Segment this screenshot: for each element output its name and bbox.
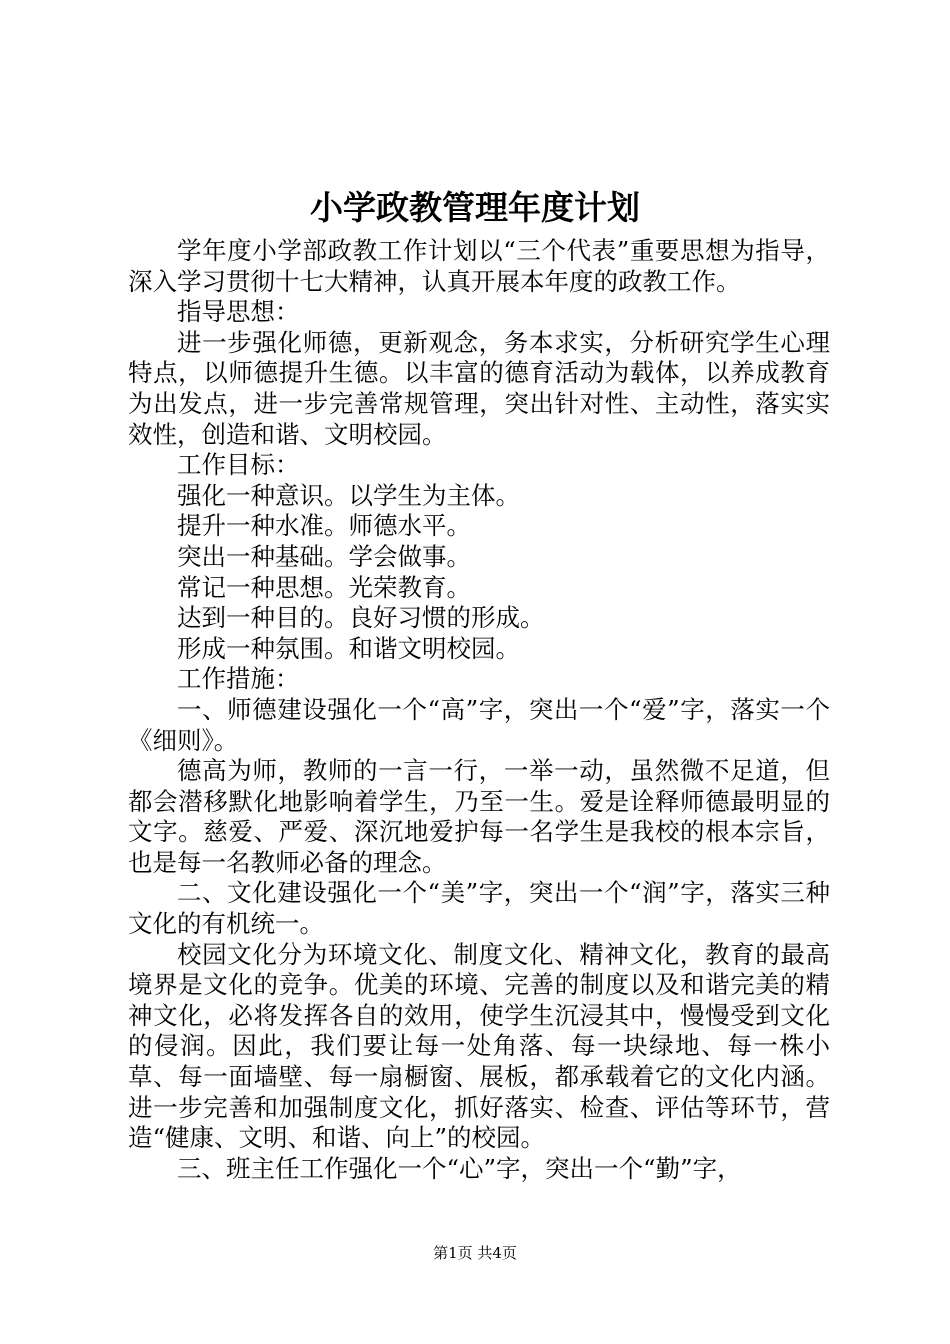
measure-heading-1: 一、师德建设强化一个“高”字，突出一个“爱”字，落实一个《细则》。 [128,694,830,755]
heading-work-measures: 工作措施： [177,664,300,694]
heading-guiding-ideology: 指导思想： [177,297,300,327]
measure-heading-3: 三、班主任工作强化一个“心”字，突出一个“勤”字， [177,1153,742,1183]
paragraph-guiding-ideology: 进一步强化师德，更新观念，务本求实，分析研究学生心理特点，以师德提升生德。以丰富的德育活动为载体，以养成教育为出发点，进一步完善常规管理，突出针对性、主动性，落实实效性，创造和谐、文明校园。 [128,327,830,449]
page-indicator: 第1页 共4页 [433,1244,517,1262]
goal-item: 突出一种基础。学会做事。 [177,541,471,571]
goal-item: 形成一种氛围。和谐文明校园。 [177,633,520,663]
goal-item: 常记一种思想。光荣教育。 [177,572,471,602]
document-body [128,236,830,1184]
goal-item: 提升一种水准。师德水平。 [177,511,471,541]
goal-item: 达到一种目的。良好习惯的形成。 [177,603,545,633]
document-title: 小学政教管理年度计划 [310,188,640,227]
heading-work-goals: 工作目标： [177,450,300,480]
paragraph-measure-1: 德高为师，教师的一言一行，一举一动，虽然微不足道，但都会潜移默化地影响着学生，乃至一生。爱是诠释师德最明显的文字。慈爱、严爱、深沉地爱护每一名学生是我校的根本宗旨，也是每一名教师必备的理念。 [128,756,830,877]
measure-heading-2: 二、文化建设强化一个“美”字，突出一个“润”字，落实三种文化的有机统一。 [128,878,830,939]
paragraph-measure-2: 校园文化分为环境文化、制度文化、精神文化，教育的最高境界是文化的竞争。优美的环境、完善的制度以及和谐完美的精神文化，必将发挥各自的效用，使学生沉浸其中，慢慢受到文化的侵润。因此，我们要让每一处角落、每一块绿地、每一株小草、每一面墙壁、每一扇橱窗、展板，都承载着它的文化内涵。进一步完善和加强制度文化，抓好落实、检查、评估等环节，营造“健康、文明、和谐、向上”的校园。 [128,939,830,1153]
paragraph-intro: 学年度小学部政教工作计划以“三个代表”重要思想为指导，深入学习贯彻十七大精神，认真开展本年度的政教工作。 [128,236,830,296]
goal-item: 强化一种意识。以学生为主体。 [177,480,520,510]
